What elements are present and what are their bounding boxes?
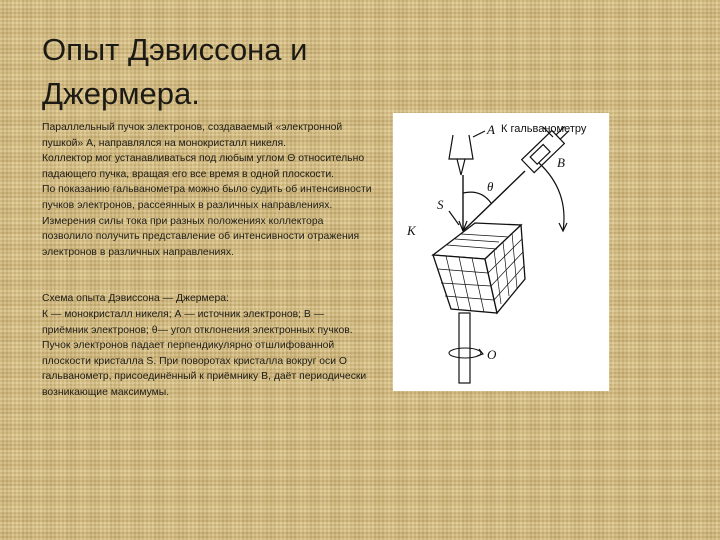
- crystal-k: [433, 223, 525, 313]
- label-s: S: [437, 197, 444, 212]
- caption-text: К — монокристалл никеля; А — источник электронов; В — приёмник электронов; θ— угол отклонения электронных пучков. Пучок электронов падает перпендикулярно отшлифованной плоскости кристалла S. При поворотах кристалла вокруг оси О гальванометр, присоединённый к приёмнику В, даёт периодически возникающие максимумы.: [42, 308, 367, 398]
- label-b: В: [557, 155, 565, 170]
- caption-title: Схема опыта Дэвиссона — Джермера:: [42, 293, 229, 305]
- title-line-2: Джермера.: [42, 76, 200, 111]
- scattered-beam: [463, 171, 525, 231]
- experiment-diagram: [393, 113, 609, 391]
- label-galvanometer: К гальванометру: [501, 123, 587, 135]
- slide-body: [42, 120, 372, 401]
- paragraph-collector: Коллектор мог устанавливаться под любым углом Θ относительно падающего пучка, вращая его все время в одной плоскости.: [42, 153, 365, 180]
- label-a-leader: [473, 131, 485, 137]
- paragraph-galvanometer: По показанию гальванометра можно было судить об интенсивности пучков электронов, рассеянных в различных направлениях. Измерения силы тока при разных положениях коллектора позволило получить представление об интенсивности отражения электронов в различных направлениях.: [42, 184, 372, 258]
- diagram-svg: [393, 113, 609, 391]
- title-line-1: Опыт Дэвиссона и: [42, 32, 308, 67]
- label-o: О: [487, 347, 497, 362]
- paragraph-electron-gun: Параллельный пучок электронов, создаваемый «электронной пушкой» А, направлялся на монокристалл никеля.: [42, 122, 343, 149]
- rotation-arc: [539, 163, 564, 231]
- electron-gun-shape: [449, 135, 473, 159]
- label-a: А: [487, 122, 495, 137]
- electron-gun-nozzle: [457, 159, 465, 175]
- label-theta: θ: [487, 179, 494, 194]
- slide-title: [42, 28, 402, 116]
- label-k: К: [407, 223, 416, 238]
- surface-pointer: [449, 211, 459, 225]
- paragraph-spacer: [42, 260, 372, 291]
